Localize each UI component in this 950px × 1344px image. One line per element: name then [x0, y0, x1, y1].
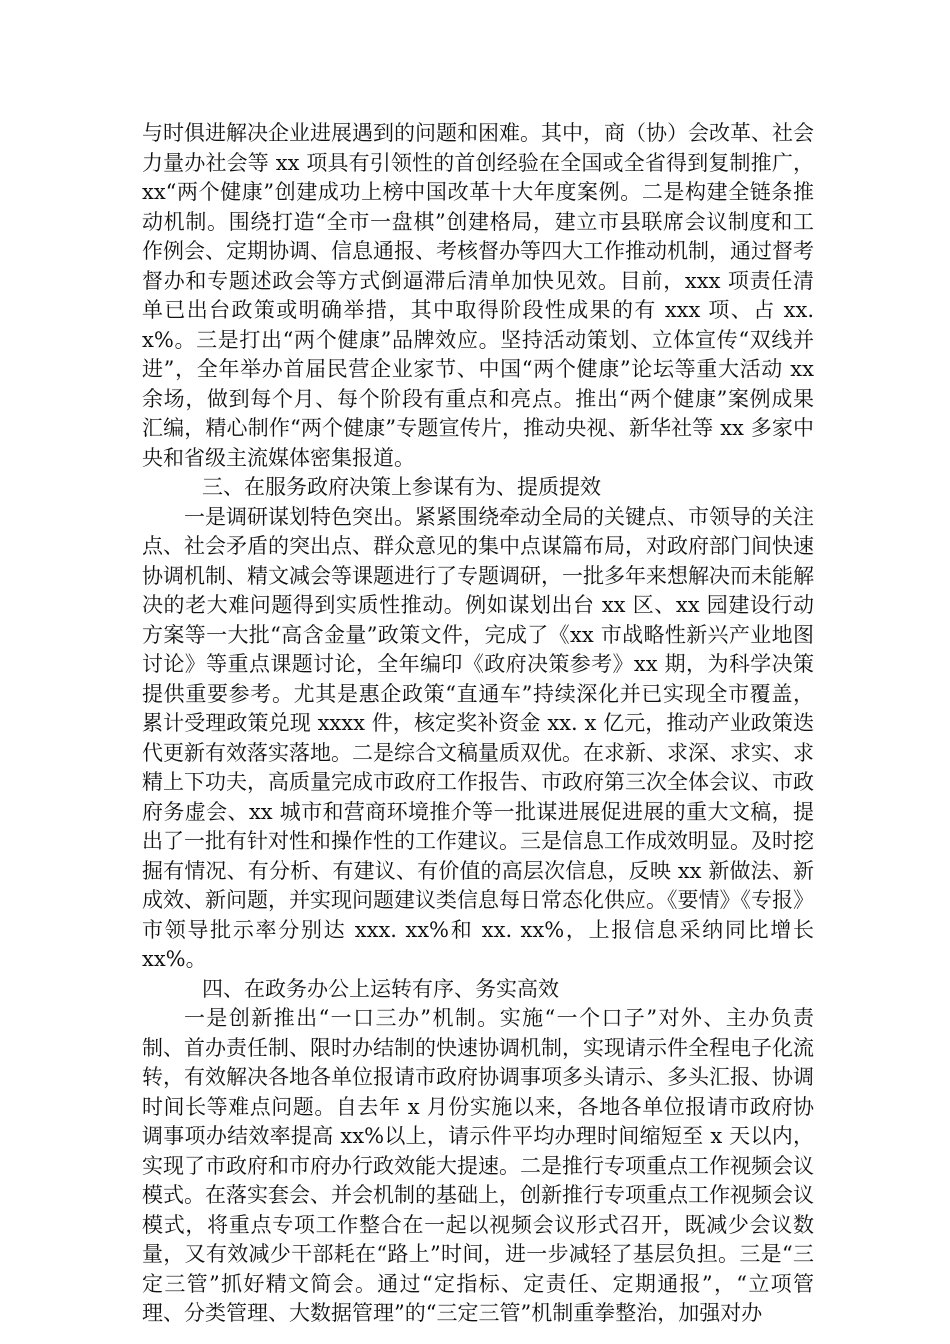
paragraph-section-three: 一是调研谋划特色突出。紧紧围绕牵动全局的关键点、市领导的关注点、社会矛盾的突出点、群众意见的集中点谋篇布局，对政府部门间快速协调机制、精文减会等课题进行了专题调研，一批多年来想解决而未能解决的老大难问题得到实质性推动。例如谋划出台 xx 区、xx 园建设行动方案等一大批“高含金量”政策文件，完成了《xx 市战略性新兴产业地图讨论》等重点课题讨论，全年编印《政府决策参考》xx 期，为科学决策提供重要参考。尤其是惠企政策“直通车”持续深化并已实现全市覆盖，累计受理政策兑现 xxxx 件，核定奖补资金 xx. x 亿元，推动产业政策迭代更新有效落实落地。二是综合文稿量质双优。在求新、求深、求实、求精上下功夫，高质量完成市政府工作报告、市政府第三次全体会议、市政府务虚会、xx 城市和营商环境推介等一批谋进展促进展的重大文稿，提出了一批有针对性和操作性的工作建议。三是信息工作成效明显。及时挖掘有情况、有分析、有建议、有价值的高层次信息，反映 xx 新做法、新成效、新问题，并实现问题建议类信息每日常态化供应。《要情》《专报》市领导批示率分别达 xxx. xx%和 xx. xx%，上报信息采纳同比增长 xx%。	[142, 504, 814, 971]
section-heading-three: 三、在服务政府决策上参谋有为、提质提效	[202, 475, 601, 499]
document-body	[142, 119, 814, 1329]
paragraph-section-four: 一是创新推出“一口三办”机制。实施“一个口子”对外、主办负责制、首办责任制、限时办结制的快速协调机制，实现请示件全程电子化流转，有效解决各地各单位报请市政府协调事项多头请示、多头汇报、协调时间长等难点问题。自去年 x 月份实施以来，各地各单位报请市政府协调事项办结效率提高 xx%以上，请示件平均办理时间缩短至 x 天以内，实现了市政府和市府办行政效能大提速。二是推行专项重点工作视频会议模式。在落实套会、并会机制的基础上，创新推行专项重点工作视频会议模式，将重点专项工作整合在一起以视频会议形式召开，既减少会议数量，又有效减少干部耗在“路上”时间，进一步减轻了基层负担。三是“三定三管”抓好精文简会。通过“定指标、定责任、定期通报”，“立项管理、分类管理、大数据管理”的“三定三管”机制重拳整治，加强对办	[142, 1006, 814, 1325]
section-heading-four: 四、在政务办公上运转有序、务实高效	[202, 976, 559, 1001]
paragraph-continuation: 与时俱进解决企业进展遇到的问题和困难。其中，商（协）会改革、社会力量办社会等 xx 项具有引领性的首创经验在全国或全省得到复制推广，xx“两个健康”创建成功上榜中国改革十大年度案例。二是构建全链条推动机制。围绕打造“全市一盘棋”创建格局，建立市县联席会议制度和工作例会、定期协调、信息通报、考核督办等四大工作推动机制，通过督考督办和专题述政会等方式倒逼滞后清单加快见效。目前，xxx 项责任清单已出台政策或明确举措，其中取得阶段性成果的有 xxx 项、占 xx. x%。三是打出“两个健康”品牌效应。坚持活动策划、立体宣传“双线并进”，全年举办首届民营企业家节、中国“两个健康”论坛等重大活动 xx 余场，做到每个月、每个阶段有重点和亮点。推出“两个健康”案例成果汇编，精心制作“两个健康”专题宣传片，推动央视、新华社等 xx 多家中央和省级主流媒体密集报道。	[142, 121, 814, 470]
